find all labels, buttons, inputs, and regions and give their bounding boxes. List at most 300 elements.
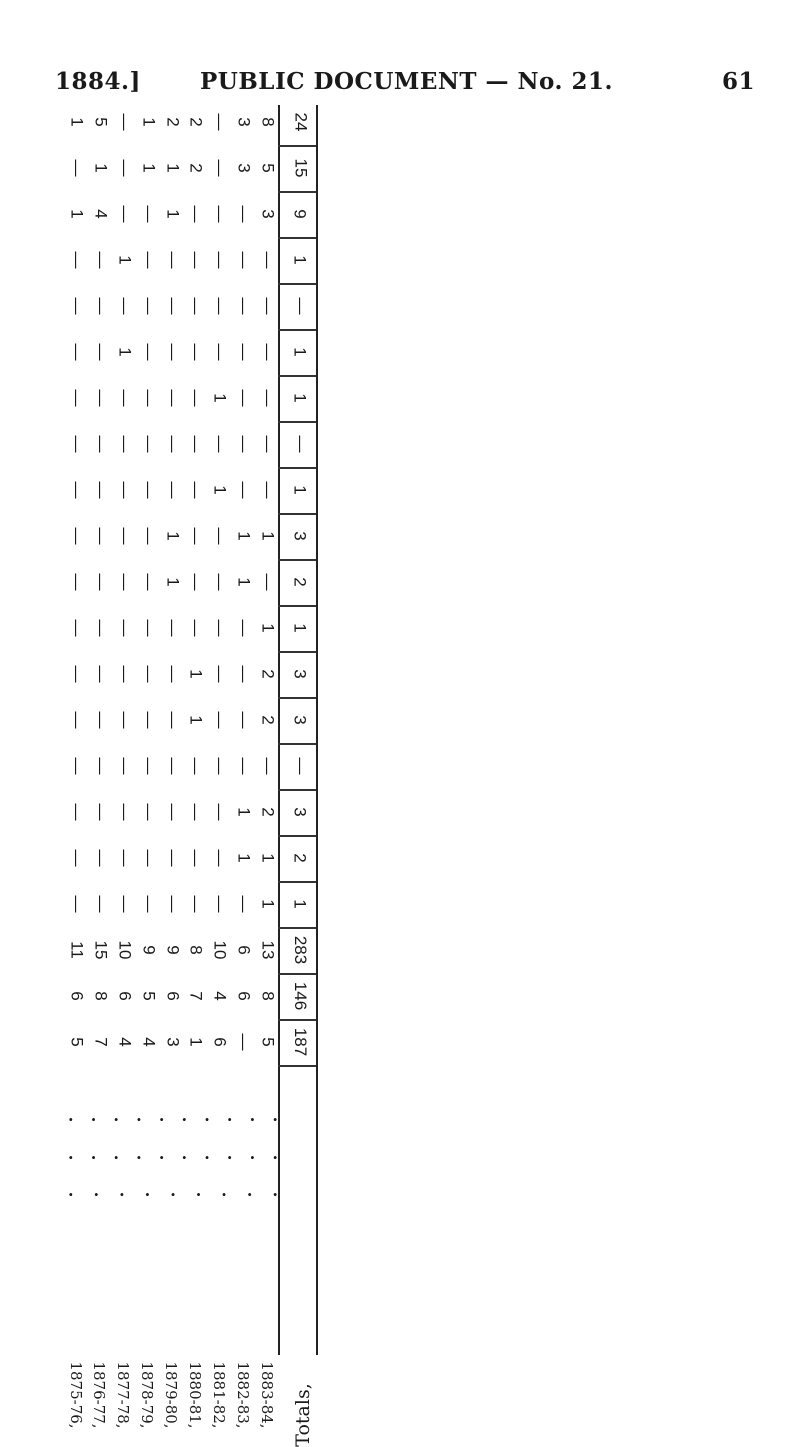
table-cell: — (139, 251, 159, 269)
table-cell: 2 (186, 117, 206, 127)
table-cell: — (115, 297, 135, 315)
table-cell: 1 (163, 577, 182, 587)
row-total (285, 567, 315, 597)
table-cell: 4 (91, 209, 111, 219)
table-cell: 1 (139, 163, 159, 173)
header-title: PUBLIC DOCUMENT — No. 21. (200, 68, 614, 95)
table-cell: — (91, 803, 111, 821)
table-row (40, 751, 320, 781)
year-labels (66, 1361, 276, 1429)
table-cell: — (67, 343, 87, 361)
row-cells (67, 291, 277, 321)
table-cell: — (258, 297, 278, 315)
row-cells (67, 567, 277, 597)
table-cell: — (186, 849, 206, 867)
row-total-value: — (291, 435, 310, 453)
table-cell: — (91, 895, 111, 913)
row-total (285, 383, 315, 413)
table-cell: 8 (186, 945, 206, 955)
header-year: 1884.] (55, 68, 141, 95)
table-cell: — (186, 389, 206, 407)
row-total (285, 199, 315, 229)
row-total-value: 3 (291, 807, 310, 817)
row-divider (278, 835, 316, 837)
table-row (40, 475, 320, 505)
row-cells (67, 751, 277, 781)
row-total (285, 843, 315, 873)
table-cell: — (67, 527, 87, 545)
row-total (285, 981, 315, 1011)
row-divider (278, 329, 316, 331)
table-cell: — (139, 297, 159, 315)
row-divider (278, 1019, 316, 1021)
table-cell: — (210, 573, 230, 591)
year-label: 1879-80, (162, 1361, 180, 1429)
row-total-value: 1 (291, 347, 310, 357)
table-cell: 5 (67, 1037, 87, 1047)
table-cell: 6 (115, 991, 135, 1001)
row-total-value: 146 (291, 981, 310, 1011)
table-cell: — (139, 481, 159, 499)
table-cell: 7 (91, 1037, 111, 1047)
table-cell: — (210, 757, 230, 775)
table-cell: — (163, 343, 182, 361)
table-cell: 1 (186, 715, 206, 725)
table-row (40, 705, 320, 735)
row-total-value: — (291, 297, 310, 315)
table-row (40, 567, 320, 597)
table-cell: — (67, 481, 87, 499)
table-cell: — (258, 481, 278, 499)
table-row (40, 935, 320, 965)
table-cell: — (139, 711, 159, 729)
table-cell: 8 (258, 991, 278, 1001)
row-divider (278, 605, 316, 607)
row-cells (67, 199, 277, 229)
table-row (40, 383, 320, 413)
row-total (285, 613, 315, 643)
table-cell: — (139, 527, 159, 545)
page-number: 61 (721, 68, 755, 95)
row-cells (67, 935, 277, 965)
row-total-value: 1 (291, 393, 310, 403)
table-cell: — (115, 113, 135, 131)
table-cell: — (186, 527, 206, 545)
table-cell: — (234, 665, 254, 683)
row-cells (67, 245, 277, 275)
row-total (285, 705, 315, 735)
row-total-value: 2 (291, 853, 310, 863)
row-divider (278, 191, 316, 193)
table-cell: 1 (234, 577, 254, 587)
row-total (285, 475, 315, 505)
table-cell: — (234, 895, 254, 913)
table-cell: — (115, 205, 135, 223)
table-cell: 6 (210, 1037, 230, 1047)
table-cell: 10 (210, 940, 230, 960)
row-divider (278, 513, 316, 515)
row-total (285, 889, 315, 919)
table-cell: — (210, 849, 230, 867)
table-row (40, 521, 320, 551)
table-cell: — (91, 389, 111, 407)
table-cell: — (139, 205, 159, 223)
row-total (285, 337, 315, 367)
table-cell: 3 (234, 163, 254, 173)
table-cell: — (91, 251, 111, 269)
table-cell: 5 (258, 163, 278, 173)
table-cell: — (210, 665, 230, 683)
row-total (285, 107, 315, 137)
table-cell: 2 (258, 669, 278, 679)
table-cell: 7 (186, 991, 206, 1001)
table-cell: — (210, 435, 230, 453)
table-cell: — (91, 619, 111, 637)
table-cell: — (163, 895, 182, 913)
table-cell: — (115, 481, 135, 499)
row-divider (278, 697, 316, 699)
table-cell: 1 (258, 853, 278, 863)
table-cell: — (163, 389, 182, 407)
table-cell: — (115, 803, 135, 821)
table-cell: — (163, 251, 182, 269)
table-cell: 1 (186, 1037, 206, 1047)
row-total-value: 1 (291, 485, 310, 495)
table-cell: 6 (234, 945, 254, 955)
table-cell: — (186, 251, 206, 269)
row-total-value: 2 (291, 577, 310, 587)
table-cell: — (210, 251, 230, 269)
table-cell: 1 (163, 531, 182, 541)
table-cell: — (258, 435, 278, 453)
table-cell: 1 (91, 163, 111, 173)
table-cell: — (115, 435, 135, 453)
table-cell: — (67, 757, 87, 775)
table-cell: — (91, 849, 111, 867)
row-total (285, 1027, 315, 1057)
table-cell: — (258, 343, 278, 361)
table-cell: 1 (139, 117, 159, 127)
table-cell: 1 (210, 485, 230, 495)
table-cell: — (91, 757, 111, 775)
table-cell: — (139, 849, 159, 867)
year-label: 1882-83, (233, 1361, 252, 1429)
table-cell: 3 (258, 209, 278, 219)
table-cell: 1 (67, 117, 87, 127)
row-total-value: 24 (290, 112, 310, 132)
table-cell: — (67, 619, 87, 637)
row-total-value: 283 (291, 935, 310, 965)
table-cell: — (67, 711, 87, 729)
table-cell: — (163, 435, 182, 453)
table-cell: — (258, 389, 278, 407)
row-divider (278, 375, 316, 377)
table-cell: — (234, 757, 254, 775)
table-cell: 10 (115, 940, 135, 960)
row-divider (278, 145, 316, 147)
table-cell: — (234, 205, 254, 223)
table-cell: 5 (258, 1037, 278, 1047)
row-cells (67, 107, 277, 137)
row-divider (278, 1065, 316, 1067)
table-cell: — (67, 297, 87, 315)
table-cell: — (210, 113, 230, 131)
table-cell: 1 (115, 347, 135, 357)
table-cell: — (234, 251, 254, 269)
table-cell: 4 (210, 991, 230, 1001)
table-cell: — (163, 711, 182, 729)
table-row (40, 291, 320, 321)
table-row (40, 245, 320, 275)
table-cell: — (91, 665, 111, 683)
row-cells (67, 429, 277, 459)
table-cell: — (67, 435, 87, 453)
table-cell: — (210, 343, 230, 361)
row-total (285, 521, 315, 551)
row-divider (278, 927, 316, 929)
table-cell: — (67, 803, 87, 821)
table-cell: 1 (258, 623, 278, 633)
row-total (285, 291, 315, 321)
dot-row-3: · · · · · · · · · (68, 1185, 278, 1204)
table-cell: — (186, 803, 206, 821)
table-row (40, 107, 320, 137)
table-cell: — (139, 895, 159, 913)
row-divider (278, 421, 316, 423)
page-header (55, 68, 755, 108)
year-label: 1876-77, (90, 1361, 109, 1429)
table-cell: 5 (139, 991, 159, 1001)
row-total-value: 15 (290, 158, 310, 178)
table-cell: — (163, 665, 182, 683)
table-cell: — (234, 435, 254, 453)
row-cells (67, 337, 277, 367)
table-cell: 4 (115, 1037, 135, 1047)
row-divider (278, 973, 316, 975)
table-cell: — (115, 527, 135, 545)
table-cell: — (115, 757, 135, 775)
table-cell: 1 (234, 531, 254, 541)
year-label: 1881-82, (209, 1361, 228, 1429)
table-cell: — (67, 159, 87, 177)
table-cell: — (67, 665, 87, 683)
table-cell: — (115, 573, 135, 591)
table-row (40, 199, 320, 229)
table-cell: — (234, 1033, 254, 1051)
table-cell: 1 (115, 255, 135, 265)
dot-row-1: · · · · · · · · · · (68, 1110, 278, 1129)
row-total (285, 245, 315, 275)
row-cells (67, 613, 277, 643)
table-cell: — (186, 435, 206, 453)
row-divider (278, 467, 316, 469)
table-cell: — (115, 711, 135, 729)
table-cell: — (91, 711, 111, 729)
table-cell: 1 (234, 853, 254, 863)
table-row (40, 1027, 320, 1057)
table-cell: 2 (258, 715, 278, 725)
dot-row-2: · · · · · · · · · · (68, 1148, 278, 1167)
year-label: 1883-84, (257, 1361, 276, 1429)
row-divider (278, 651, 316, 653)
row-cells (67, 383, 277, 413)
table-cell: — (139, 665, 159, 683)
table-cell: — (234, 297, 254, 315)
table-cell: — (139, 435, 159, 453)
table-cell: 1 (234, 807, 254, 817)
table-cell: — (210, 711, 230, 729)
table-cell: 6 (234, 991, 254, 1001)
table-cell: — (67, 573, 87, 591)
table-row (40, 429, 320, 459)
table-cell: — (139, 757, 159, 775)
row-total-value: 9 (291, 209, 310, 219)
table-cell: — (163, 297, 182, 315)
table-row (40, 659, 320, 689)
table-cell: — (91, 573, 111, 591)
table-cell: — (258, 757, 278, 775)
table-cell: 1 (163, 209, 182, 219)
table-row (40, 981, 320, 1011)
row-cells (67, 889, 277, 919)
table-cell: — (91, 527, 111, 545)
table-cell: — (67, 895, 87, 913)
table-cell: — (234, 389, 254, 407)
table-cell: — (210, 159, 230, 177)
table-cell: 1 (67, 209, 87, 219)
row-cells (67, 1027, 277, 1057)
row-total (285, 659, 315, 689)
table-cell: — (115, 849, 135, 867)
table-cell: — (210, 297, 230, 315)
table-cell: 11 (67, 941, 87, 959)
table-cell: — (210, 895, 230, 913)
table-cell: 1 (186, 669, 206, 679)
table-cell: 2 (163, 117, 182, 127)
table-cell: — (258, 573, 278, 591)
table-cell: 2 (186, 163, 206, 173)
table-cell: 1 (258, 531, 278, 541)
row-cells (67, 705, 277, 735)
table-cell: — (67, 849, 87, 867)
table-cell: 9 (163, 945, 182, 955)
table-cell: — (67, 251, 87, 269)
table-cell: — (91, 297, 111, 315)
rotated-table (40, 105, 320, 1355)
row-divider (278, 559, 316, 561)
table-row (40, 889, 320, 919)
row-cells (67, 521, 277, 551)
table-cell: — (186, 343, 206, 361)
row-total-value: — (291, 757, 310, 775)
table-cell: 1 (163, 163, 182, 173)
row-total-value: 1 (291, 255, 310, 265)
table-cell: — (234, 343, 254, 361)
row-total-value: 1 (291, 899, 310, 909)
table-cell: 4 (139, 1037, 159, 1047)
row-cells (67, 797, 277, 827)
table-cell: — (210, 205, 230, 223)
table-cell: — (115, 665, 135, 683)
table-cell: 2 (258, 807, 278, 817)
table-cell: 5 (91, 117, 111, 127)
row-cells (67, 475, 277, 505)
table-cell: — (210, 619, 230, 637)
row-divider (278, 881, 316, 883)
table-cell: — (258, 251, 278, 269)
row-cells (67, 981, 277, 1011)
year-label: 1875-76, (66, 1361, 85, 1429)
table-cell: — (186, 297, 206, 315)
table-row (40, 797, 320, 827)
table-cell: 3 (163, 1037, 182, 1047)
table-row (40, 843, 320, 873)
row-cells (67, 659, 277, 689)
row-total-value: 1 (291, 623, 310, 633)
row-divider (278, 743, 316, 745)
table-cell: — (210, 803, 230, 821)
year-label: 1880-81, (185, 1361, 204, 1429)
table-cell: 8 (91, 991, 111, 1001)
table-row (40, 337, 320, 367)
table-cell: 9 (139, 945, 159, 955)
table-cell: — (115, 389, 135, 407)
table-cell: — (139, 343, 159, 361)
table-cell: — (139, 389, 159, 407)
table-cell: 6 (163, 991, 182, 1001)
table-cell: — (163, 849, 182, 867)
table-cell: — (91, 343, 111, 361)
table-cell: 1 (258, 899, 278, 909)
table-cell: — (186, 895, 206, 913)
row-total-value: 3 (291, 715, 310, 725)
table-cell: — (91, 481, 111, 499)
table-cell: — (186, 481, 206, 499)
table-row (40, 153, 320, 183)
table-cell: — (234, 481, 254, 499)
table-cell: — (139, 803, 159, 821)
row-divider (278, 237, 316, 239)
table-cell: 8 (258, 117, 278, 127)
table-cell: — (186, 619, 206, 637)
table-cell: — (67, 389, 87, 407)
table-cell: — (163, 619, 182, 637)
row-cells (67, 153, 277, 183)
table-cell: — (186, 573, 206, 591)
table-cell: — (186, 205, 206, 223)
table-cell: — (234, 619, 254, 637)
table-cell: 15 (91, 940, 111, 960)
table-cell: 13 (258, 940, 278, 960)
table-row (40, 613, 320, 643)
table-cell: — (91, 435, 111, 453)
table-cell: — (115, 895, 135, 913)
table-cell: — (163, 481, 182, 499)
totals-label: Totals, (292, 1383, 314, 1447)
row-total (285, 797, 315, 827)
table-cell: — (210, 527, 230, 545)
row-total (285, 751, 315, 781)
table-cell: 3 (234, 117, 254, 127)
year-label: 1878-79, (138, 1361, 157, 1429)
table-cell: — (139, 619, 159, 637)
table-cell: — (163, 803, 182, 821)
row-divider (278, 283, 316, 285)
table-cell: 1 (210, 393, 230, 403)
table-cell: — (163, 757, 182, 775)
table-cell: — (115, 159, 135, 177)
table-cell: — (115, 619, 135, 637)
